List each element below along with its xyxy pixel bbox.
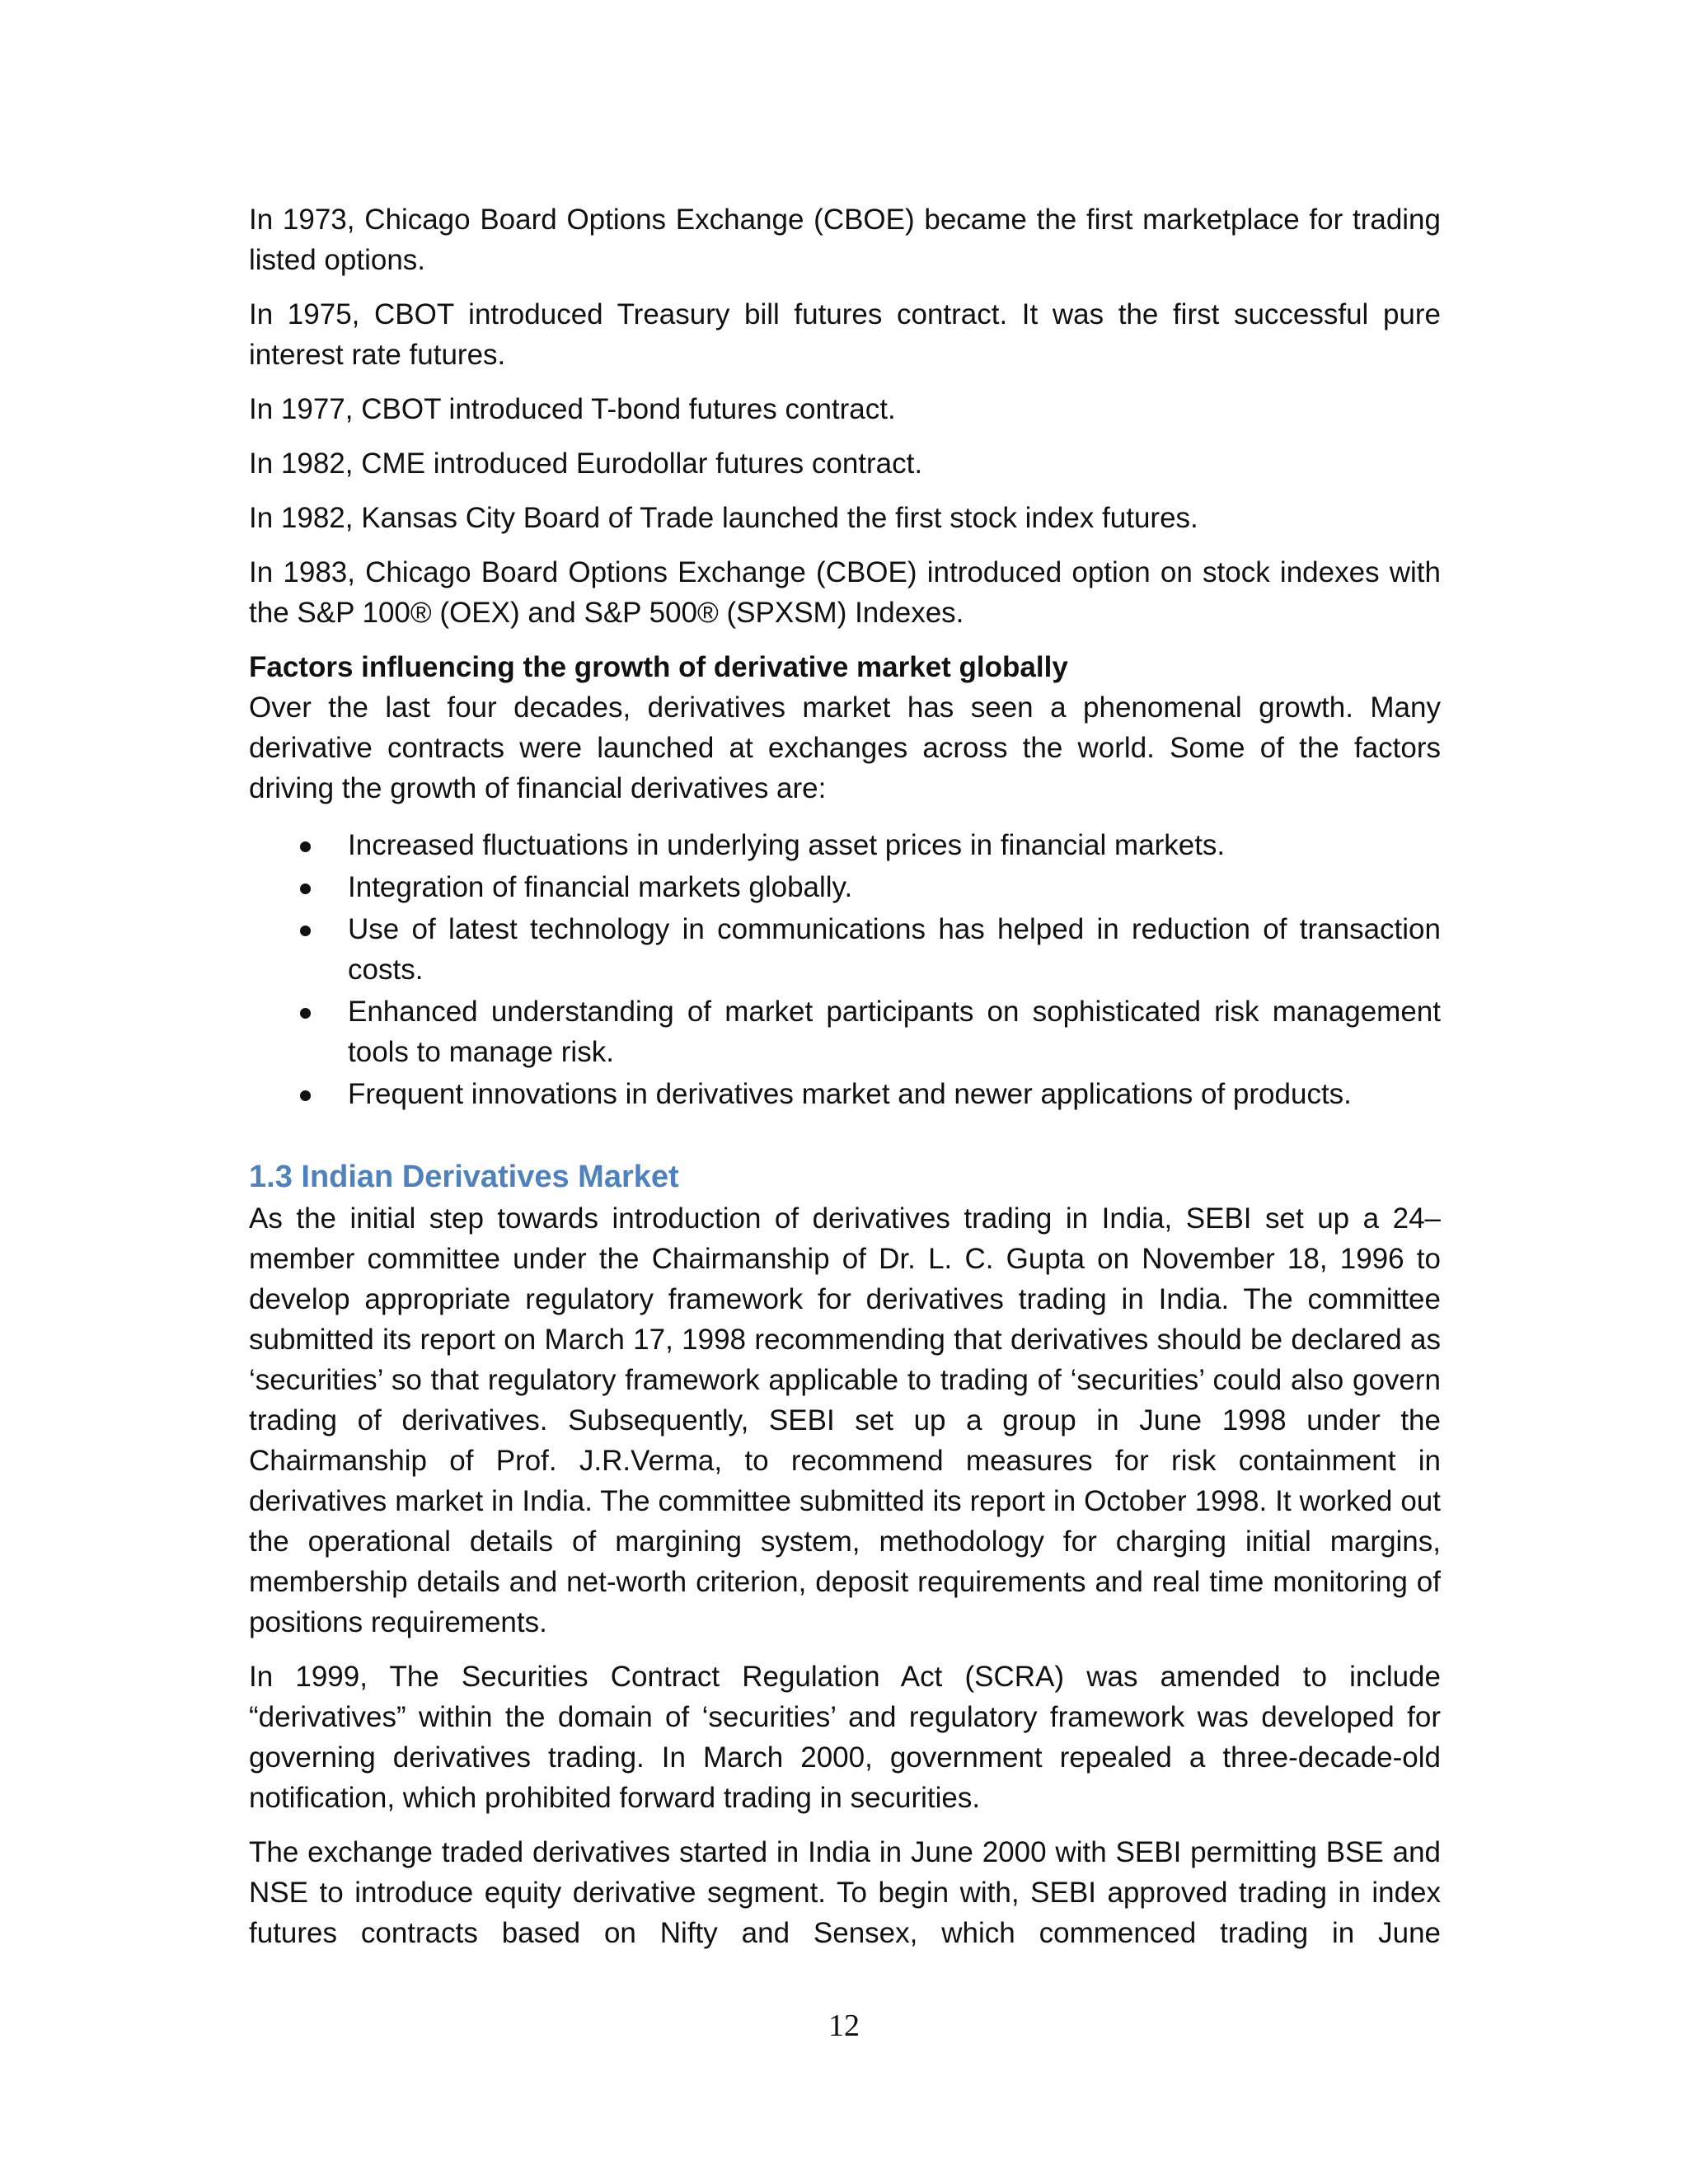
list-item-text: Enhanced understanding of market participants on sophisticated risk management tools to manage risk. <box>348 996 1441 1068</box>
factors-list <box>249 825 1441 1114</box>
section-paragraph-3: The exchange traded derivatives started in India in June 2000 with SEBI permitting BSE and NSE to introduce equity derivative segment. To begin with, SEBI approved trading in index futures contracts based on Nifty and Sensex, which commenced trading in June <box>249 1836 1441 1949</box>
list-item <box>249 1074 1441 1114</box>
list-item-text: Use of latest technology in communications has helped in reduction of transaction costs. <box>348 913 1441 986</box>
factors-intro: Over the last four decades, derivatives market has seen a phenomenal growth. Many derivative contracts were launched at exchanges across the world. Some of the factors driving the growth of financial derivatives are: <box>249 691 1441 804</box>
bullet-icon <box>300 926 311 936</box>
list-item <box>249 909 1441 990</box>
section-paragraph-2: In 1999, The Securities Contract Regulation Act (SCRA) was amended to include “derivatives” within the domain of ‘securities’ and regulatory framework was developed for governing derivatives trading. In March 2000, government repealed a three-decade-old notification, which prohibited forward trading in securities. <box>249 1661 1441 1814</box>
factors-heading: Factors influencing the growth of derivative market globally <box>249 651 1068 683</box>
section-paragraph-1: As the initial step towards introduction of derivatives trading in India, SEBI set up a 24–member committee under the Chairmanship of Dr. L. C. Gupta on November 18, 1996 to develop appropriate regulatory framework for derivatives trading in India. The committee submitted its report on March 17, 1998 recommending that derivatives should be declared as ‘securities’ so that regulatory framework applicable to trading of ‘securities’ could also govern trading of derivatives. Subsequently, SEBI set up a group in June 1998 under the Chairmanship of Prof. J.R.Verma, to recommend measures for risk containment in derivatives market in India. The committee submitted its report in October 1998. It worked out the operational details of margining system, methodology for charging initial margins, membership details and net-worth criterion, deposit requirements and real time monitoring of positions requirements. <box>249 1202 1441 1638</box>
history-1973: In 1973, Chicago Board Options Exchange (CBOE) became the first marketplace for trading listed options. <box>249 204 1441 276</box>
history-1977: In 1977, CBOT introduced T-bond futures contract. <box>249 393 896 425</box>
list-item-text: Frequent innovations in derivatives market and newer applications of products. <box>348 1078 1352 1110</box>
bullet-icon <box>300 1090 311 1101</box>
history-1983: In 1983, Chicago Board Options Exchange (CBOE) introduced option on stock indexes with the S&P 100® (OEX) and S&P 500® (SPXSM) Indexes. <box>249 556 1441 629</box>
bullet-icon <box>300 1008 311 1019</box>
list-item-text: Integration of financial markets globally. <box>348 871 853 903</box>
bullet-icon <box>300 883 311 894</box>
list-item <box>249 991 1441 1072</box>
page-number: 12 <box>828 2008 860 2043</box>
list-item <box>249 867 1441 907</box>
history-1982-kansas: In 1982, Kansas City Board of Trade launched the first stock index futures. <box>249 502 1198 534</box>
history-1975: In 1975, CBOT introduced Treasury bill futures contract. It was the first successful pure interest rate futures. <box>249 298 1441 371</box>
list-item-text: Increased fluctuations in underlying asset prices in financial markets. <box>348 829 1226 861</box>
bullet-icon <box>300 841 311 852</box>
page-content <box>249 199 1441 1967</box>
history-1982-cme: In 1982, CME introduced Eurodollar futures contract. <box>249 448 923 480</box>
section-heading: 1.3 Indian Derivatives Market <box>249 1160 679 1194</box>
list-item <box>249 825 1441 865</box>
